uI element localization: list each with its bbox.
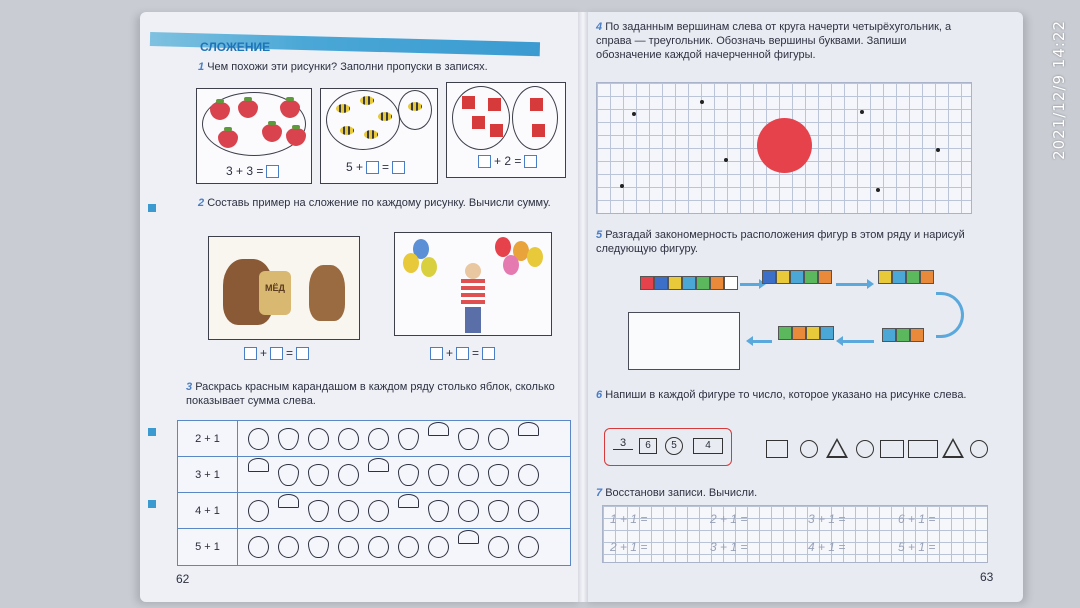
vertex-dot: [632, 112, 636, 116]
record-entry[interactable]: 1 + 1 =: [610, 512, 648, 526]
pear-icon[interactable]: [398, 428, 419, 450]
circle-shape[interactable]: [856, 440, 874, 458]
margin-marker: [148, 428, 156, 436]
bee-icon: [408, 102, 422, 111]
answer-box[interactable]: [296, 347, 309, 360]
apple-icon[interactable]: [248, 536, 269, 558]
circle-shape[interactable]: [800, 440, 818, 458]
red-square: [530, 98, 543, 111]
equation-bears: [244, 346, 309, 360]
apple-icon[interactable]: [338, 500, 359, 522]
equation-3: [478, 154, 537, 168]
boy-head: [465, 263, 481, 279]
picture-balloons: [394, 232, 552, 336]
red-square: [490, 124, 503, 137]
timestamp-watermark: 2021/12/9 14:22: [1050, 20, 1068, 160]
pear-icon[interactable]: [308, 464, 329, 486]
page-number-left: 62: [176, 572, 190, 586]
task-6: [596, 388, 980, 402]
equation-text: 3 + 3 =: [226, 164, 264, 178]
red-circle: [757, 118, 812, 173]
record-entry[interactable]: 3 + 1 =: [808, 512, 846, 526]
record-entry[interactable]: 2 + 1 =: [610, 540, 648, 554]
arrow-left-icon: [752, 340, 772, 343]
apple-icon[interactable]: [368, 500, 389, 522]
boy-pants: [465, 307, 481, 333]
mushroom-icon[interactable]: [248, 458, 269, 472]
arrow-left-icon: [842, 340, 874, 343]
book-spine: [578, 12, 588, 602]
task-number: 2: [198, 197, 205, 209]
vertex-dot: [860, 110, 864, 114]
balloon-icon: [495, 237, 511, 257]
vertex-dot: [724, 158, 728, 162]
pear-icon[interactable]: [308, 500, 329, 522]
row-sum: 2 + 1: [178, 421, 238, 456]
answer-box[interactable]: [482, 347, 495, 360]
equation-text: =: [382, 160, 390, 174]
task-number: 5: [596, 229, 603, 241]
task-1: [198, 60, 568, 74]
mushroom-icon[interactable]: [428, 422, 449, 436]
answer-box[interactable]: [456, 347, 469, 360]
answer-box[interactable]: [430, 347, 443, 360]
vertex-dot: [700, 100, 704, 104]
arrow-right-icon: [836, 283, 868, 286]
mushroom-icon[interactable]: [278, 494, 299, 508]
answer-box[interactable]: [270, 347, 283, 360]
task-text: Чем похожи эти рисунки? Заполни пропуски в записях.: [207, 61, 488, 73]
balloon-icon: [421, 257, 437, 277]
sample-triangle: 3: [613, 437, 633, 450]
pear-icon[interactable]: [278, 428, 299, 450]
page-number-right: 63: [980, 570, 994, 584]
honey-pot: МЁД: [259, 271, 291, 315]
circle-shape[interactable]: [970, 440, 988, 458]
task-number: 7: [596, 487, 603, 499]
mushroom-icon[interactable]: [458, 530, 479, 544]
sample-rectangle: 4: [693, 438, 723, 454]
apple-icon[interactable]: [338, 464, 359, 486]
plus-sign: +: [446, 346, 454, 360]
pattern-figure-1: [640, 276, 738, 290]
task-text: Разгадай закономерность расположения фигур в этом ряду и нарисуй следующую фигуру.: [596, 229, 965, 255]
task-7: [596, 486, 976, 500]
task-number: 6: [596, 389, 603, 401]
vertex-dot: [936, 148, 940, 152]
apple-icon[interactable]: [398, 536, 419, 558]
answer-box[interactable]: [244, 347, 257, 360]
task-3: [186, 380, 570, 408]
task-number: 1: [198, 61, 205, 73]
apple-icon[interactable]: [248, 500, 269, 522]
fruit-row: [238, 500, 539, 522]
fruit-row: [238, 464, 539, 486]
pear-icon[interactable]: [308, 536, 329, 558]
bee-icon: [378, 112, 392, 121]
plus-sign: +: [260, 346, 268, 360]
task-text: Напиши в каждой фигуре то число, которое указано на рисунке слева.: [605, 389, 967, 401]
answer-box[interactable]: [366, 161, 379, 174]
task-text: Восстанови записи. Вычисли.: [605, 487, 758, 499]
group-oval: [512, 86, 558, 150]
row-sum: 3 + 1: [178, 457, 238, 492]
equation-1: [226, 164, 279, 178]
table-row: [178, 421, 570, 457]
square-shape[interactable]: [880, 440, 904, 458]
apple-icon[interactable]: [248, 428, 269, 450]
sample-figures: [604, 428, 732, 466]
equation-balloons: [430, 346, 495, 360]
answer-figure-box[interactable]: [628, 312, 740, 370]
vertex-dot: [876, 188, 880, 192]
bee-icon: [340, 126, 354, 135]
pear-icon[interactable]: [458, 428, 479, 450]
apple-icon[interactable]: [278, 536, 299, 558]
answer-box[interactable]: [266, 165, 279, 178]
task-number: 4: [596, 21, 603, 33]
section-title: СЛОЖЕНИЕ: [200, 40, 271, 54]
row-sum: 5 + 1: [178, 529, 238, 565]
picture-bears: [208, 236, 360, 340]
apple-icon[interactable]: [488, 536, 509, 558]
bee-icon: [360, 96, 374, 105]
pear-icon[interactable]: [428, 500, 449, 522]
task-text: По заданным вершинам слева от круга начерти четырёхугольник, а справа — треугольник. Обозначь вершины буквами. Запиши обозначение каждой начерченной фигуры.: [596, 21, 952, 61]
sample-square: 6: [639, 438, 657, 454]
balloon-icon: [403, 253, 419, 273]
fruit-row: [238, 536, 539, 558]
apple-icon[interactable]: [368, 536, 389, 558]
margin-marker: [148, 204, 156, 212]
task-text: Раскрась красным карандашом в каждом ряду столько яблок, сколько показывает сумма слева.: [186, 381, 555, 407]
pear-icon[interactable]: [398, 464, 419, 486]
apples-table: [177, 420, 571, 566]
triangle-shape[interactable]: [942, 438, 964, 458]
task-number: 3: [186, 381, 193, 393]
record-entry[interactable]: 2 + 1 =: [710, 512, 748, 526]
apple-icon[interactable]: [488, 428, 509, 450]
apple-icon[interactable]: [458, 464, 479, 486]
task-5: [596, 228, 980, 256]
record-entry[interactable]: 5 + 1 =: [898, 540, 936, 554]
triangle-shape[interactable]: [826, 438, 848, 458]
red-square: [532, 124, 545, 137]
apple-icon[interactable]: [518, 500, 539, 522]
mushroom-icon[interactable]: [518, 422, 539, 436]
apple-icon[interactable]: [428, 536, 449, 558]
red-square: [488, 98, 501, 111]
bee-icon: [336, 104, 350, 113]
apple-icon[interactable]: [338, 428, 359, 450]
table-row: [178, 493, 570, 529]
apple-icon[interactable]: [518, 536, 539, 558]
answer-box[interactable]: [478, 155, 491, 168]
table-row: [178, 457, 570, 493]
bear-icon: [309, 265, 345, 321]
rectangle-shape[interactable]: [908, 440, 938, 458]
fruit-row: [238, 428, 539, 450]
bee-icon: [364, 130, 378, 139]
balloon-icon: [527, 247, 543, 267]
apple-icon[interactable]: [368, 428, 389, 450]
row-sum: 4 + 1: [178, 493, 238, 528]
margin-marker: [148, 500, 156, 508]
arrow-right-icon: [740, 283, 760, 286]
mushroom-icon[interactable]: [368, 458, 389, 472]
answer-box[interactable]: [524, 155, 537, 168]
record-entry[interactable]: 3 + 1 =: [710, 540, 748, 554]
answer-box[interactable]: [392, 161, 405, 174]
balloon-icon: [503, 255, 519, 275]
record-entry[interactable]: 6 + 1 =: [898, 512, 936, 526]
task-2: [198, 196, 568, 210]
equation-2: [346, 160, 405, 174]
red-square: [462, 96, 475, 109]
sample-circle: 5: [665, 437, 683, 455]
pear-icon[interactable]: [488, 464, 509, 486]
apple-icon[interactable]: [338, 536, 359, 558]
apple-icon[interactable]: [308, 428, 329, 450]
equation-text: + 2 =: [494, 154, 522, 168]
mushroom-icon[interactable]: [398, 494, 419, 508]
pear-icon[interactable]: [278, 464, 299, 486]
equals-sign: =: [286, 346, 294, 360]
equals-sign: =: [472, 346, 480, 360]
task-text: Составь пример на сложение по каждому рисунку. Вычисли сумму.: [207, 197, 551, 209]
apple-icon[interactable]: [458, 500, 479, 522]
equation-text: 5 +: [346, 160, 364, 174]
table-row: [178, 529, 570, 565]
square-shape[interactable]: [766, 440, 788, 458]
apple-icon[interactable]: [518, 464, 539, 486]
pear-icon[interactable]: [428, 464, 449, 486]
pear-icon[interactable]: [488, 500, 509, 522]
boy-shirt: [461, 279, 485, 307]
record-entry[interactable]: 4 + 1 =: [808, 540, 846, 554]
vertex-dot: [620, 184, 624, 188]
red-square: [472, 116, 485, 129]
task-4: [596, 20, 972, 62]
